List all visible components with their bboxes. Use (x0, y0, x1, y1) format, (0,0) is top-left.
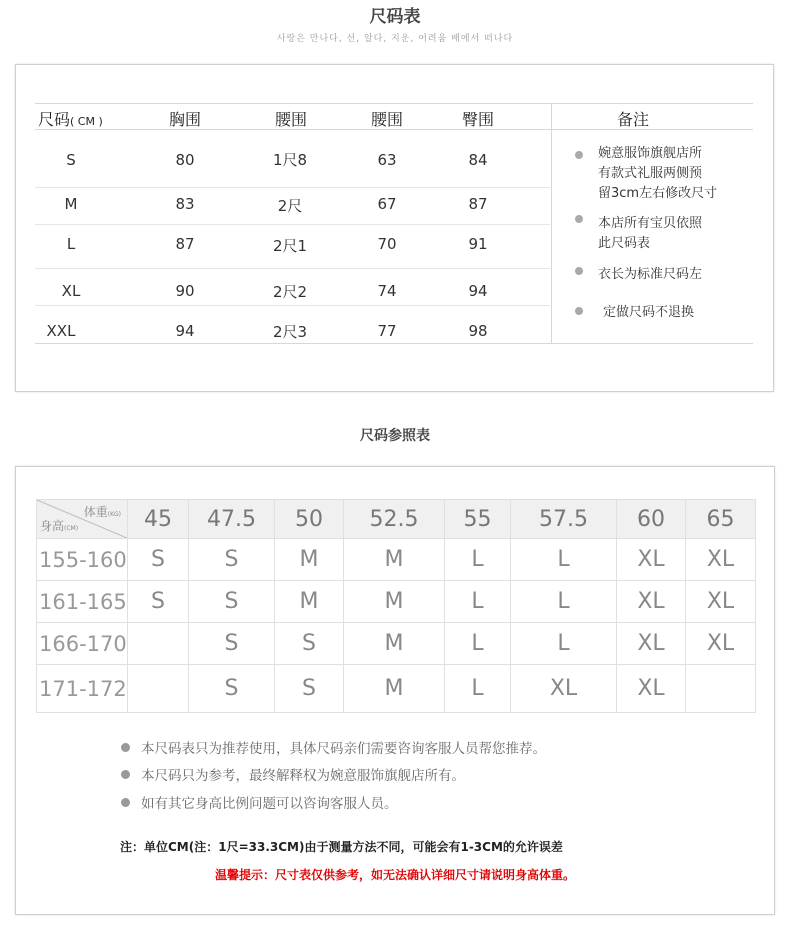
chest-cell: 80 (175, 151, 195, 169)
remarks-divider (551, 103, 552, 344)
size-cell: L (445, 665, 511, 713)
size-cell: L (66, 235, 76, 253)
size-cell: XL (686, 623, 756, 665)
col-header-waist-b: 腰围 (370, 110, 403, 129)
size-cell: L (445, 539, 511, 581)
size-cell: S (275, 665, 344, 713)
waist-b-cell: 63 (377, 151, 397, 169)
advice-bullet: 本尺码表只为推荐使用，具体尺码亲们需要咨询客服人员帮您推荐。 (141, 741, 546, 757)
hip-cell: 91 (468, 235, 488, 253)
waist-b-cell: 74 (377, 282, 397, 300)
size-cell: S (189, 539, 275, 581)
hip-cell: 87 (468, 195, 488, 213)
bullet-dot-icon (121, 770, 130, 779)
chest-cell: 83 (175, 195, 195, 213)
weight-header-cell: 50 (275, 500, 344, 539)
height-cell: 161-165 (37, 581, 128, 623)
remark-note: 衣长为标准尺码左 (598, 267, 703, 282)
size-cell: M (275, 539, 344, 581)
height-cell: 166-170 (37, 623, 128, 665)
size-cell: M (344, 623, 445, 665)
weight-header-cell: 55 (445, 500, 511, 539)
warning-note: 温馨提示：尺寸表仅供参考，如无法确认详细尺寸请说明身高体重。 (214, 868, 575, 882)
bullet-dot-icon (575, 215, 583, 223)
size-cell: XL (617, 539, 686, 581)
size-cell: XL (686, 581, 756, 623)
size-cell: S (189, 665, 275, 713)
col-header-chest: 胸围 (168, 110, 201, 129)
size-cell: L (511, 581, 617, 623)
size-cell: XL (617, 581, 686, 623)
bullet-dot-icon (575, 267, 583, 275)
size-cell: L (511, 539, 617, 581)
remark-note: 婉意服饰旗舰店所 有款式礼服两侧预 留3cm左右修改尺寸 (598, 146, 718, 201)
advice-bullet: 本尺码只为参考，最终解释权为婉意服饰旗舰店所有。 (141, 768, 465, 784)
size-cell: L (445, 623, 511, 665)
size-cell: S (128, 581, 189, 623)
size-cell: S (66, 151, 76, 169)
size-cell: S (128, 539, 189, 581)
size-cell (686, 665, 756, 713)
bullet-dot-icon (575, 307, 583, 315)
waist-a-cell: 1尺8 (272, 151, 308, 169)
remark-note: 本店所有宝贝依照 此尺码表 (598, 216, 703, 251)
reference-title: 尺码参照表 (360, 428, 430, 444)
row-divider (35, 187, 550, 188)
waist-b-cell: 77 (377, 322, 397, 340)
col-header-hip: 臀围 (461, 110, 494, 129)
table-header-top-line (35, 103, 753, 104)
row-divider (35, 224, 550, 225)
size-cell: S (189, 623, 275, 665)
chest-cell: 94 (175, 322, 195, 340)
hip-cell: 84 (468, 151, 488, 169)
page-subtitle: 사랑은 만나다, 선, 알다, 지운, 어려움 배에서 떠나다 (276, 34, 514, 44)
advice-bullet: 如有其它身高比例问题可以咨询客服人员。 (141, 796, 398, 812)
table-bottom-line (35, 343, 753, 344)
waist-a-cell: 2尺1 (272, 237, 308, 255)
col-header-remarks: 备注 (616, 110, 649, 129)
remark-note: 定做尺码不退换 (603, 305, 695, 320)
unit-note: 注：单位CM(注：1尺=33.3CM)由于测量方法不同，可能会有1-3CM的允许误差 (120, 840, 563, 854)
size-reference-table (36, 499, 756, 713)
weight-header-cell: 57.5 (511, 500, 617, 539)
size-cell: L (445, 581, 511, 623)
size-cell: XL (511, 665, 617, 713)
weight-header-cell: 47.5 (189, 500, 275, 539)
chest-cell: 87 (175, 235, 195, 253)
size-cell: M (344, 539, 445, 581)
size-cell: S (275, 623, 344, 665)
col-header-size: 尺码( CM ) (38, 110, 103, 129)
size-cell: S (189, 581, 275, 623)
bullet-dot-icon (575, 151, 583, 159)
size-cell: L (511, 623, 617, 665)
size-cell: XL (617, 623, 686, 665)
row-divider (35, 268, 550, 269)
waist-a-cell: 2尺3 (272, 323, 308, 341)
weight-header-row (37, 500, 756, 539)
corner-weight-label: 体重(KG) (83, 505, 121, 519)
bullet-dot-icon (121, 743, 130, 752)
size-cell: XL (617, 665, 686, 713)
waist-a-cell: 2尺2 (272, 283, 308, 301)
size-cell: M (275, 581, 344, 623)
row-divider (35, 305, 550, 306)
col-header-waist-a: 腰围 (274, 110, 307, 129)
size-cell (128, 665, 189, 713)
size-cell: XL (686, 539, 756, 581)
waist-a-cell: 2尺 (277, 197, 303, 215)
height-cell: 155-160 (37, 539, 128, 581)
size-cell: M (344, 665, 445, 713)
weight-header-cell: 45 (128, 500, 189, 539)
table-row (37, 665, 756, 713)
corner-cell (37, 500, 128, 539)
hip-cell: 98 (468, 322, 488, 340)
size-cell: M (344, 581, 445, 623)
size-cell: XXL (46, 322, 76, 340)
weight-header-cell: 65 (686, 500, 756, 539)
waist-b-cell: 70 (377, 235, 397, 253)
hip-cell: 94 (468, 282, 488, 300)
bullet-dot-icon (121, 798, 130, 807)
size-cell (128, 623, 189, 665)
table-row (37, 623, 756, 665)
table-row (37, 539, 756, 581)
page-title: 尺码表 (369, 7, 421, 27)
table-row (37, 581, 756, 623)
size-cell: M (64, 195, 78, 213)
height-cell: 171-172 (37, 665, 128, 713)
size-cell: XL (61, 282, 81, 300)
weight-header-cell: 52.5 (344, 500, 445, 539)
weight-header-cell: 60 (617, 500, 686, 539)
corner-height-label: 身高(CM) (40, 519, 79, 533)
chest-cell: 90 (175, 282, 195, 300)
waist-b-cell: 67 (377, 195, 397, 213)
